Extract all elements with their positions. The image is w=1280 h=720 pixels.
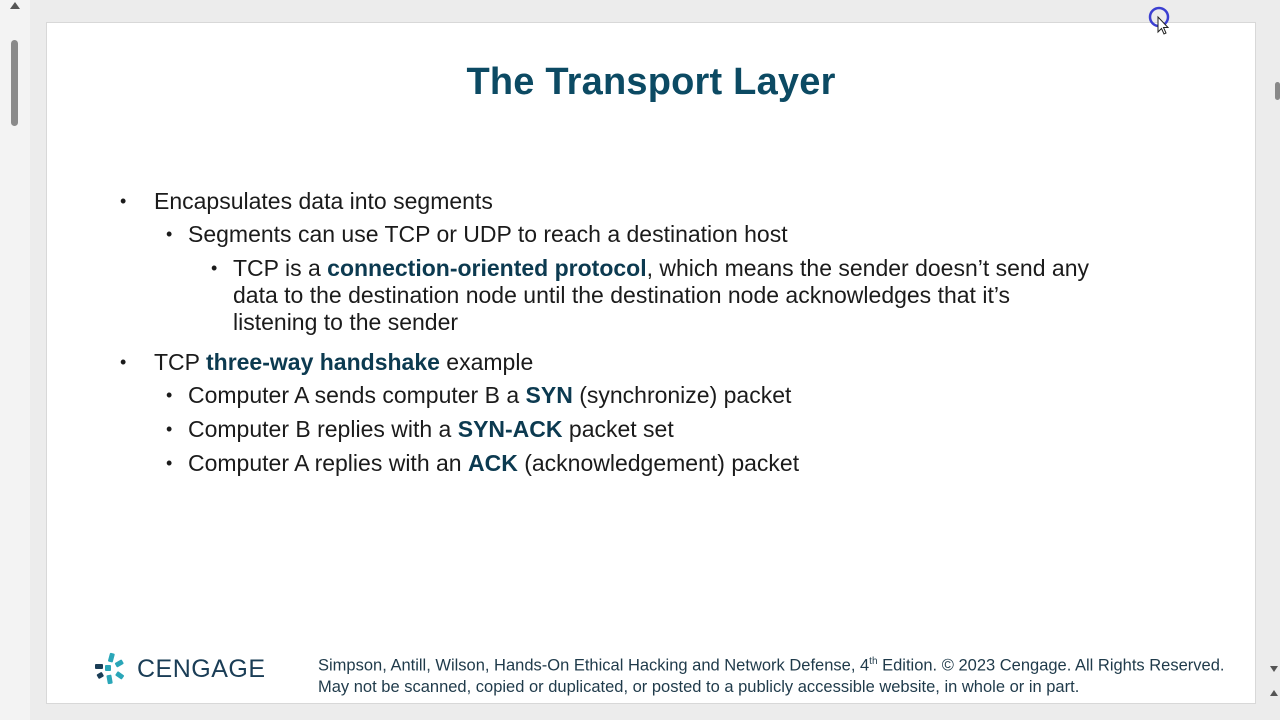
bullet-segments — [166, 221, 788, 248]
bullet-encapsulates — [120, 188, 493, 215]
bullet-glyph: • — [120, 352, 127, 372]
bullet-text: Encapsulates data into segments — [154, 188, 493, 214]
scrollbar-thumb[interactable] — [11, 40, 18, 126]
text-run: TCP is a — [233, 255, 328, 281]
bullet-line-1 — [233, 255, 1193, 282]
bold-term: connection-oriented protocol — [327, 255, 647, 281]
bold-term: ACK — [467, 450, 518, 476]
slide-canvas — [46, 22, 1256, 704]
bold-term: SYN — [525, 382, 573, 408]
bullet-glyph: • — [166, 453, 173, 473]
mouse-pointer-icon — [1146, 5, 1170, 35]
scroll-down-arrow-icon[interactable] — [1270, 666, 1278, 672]
bullet-syn-ack — [166, 416, 674, 443]
scroll-up-arrow-icon[interactable] — [10, 2, 20, 9]
bullet-glyph: • — [166, 419, 173, 439]
text-run: Computer A replies with an — [188, 450, 468, 476]
bullet-line-2: data to the destination node until the destination node acknowledges that it’s — [233, 282, 1011, 308]
text-run: packet set — [562, 416, 674, 442]
copyright-notice — [318, 651, 1228, 698]
cengage-logo-icon — [93, 651, 129, 687]
bullet-line-3: listening to the sender — [233, 309, 459, 335]
text-run: (synchronize) packet — [572, 382, 792, 408]
bullet-text: Segments can use TCP or UDP to reach a destination host — [188, 221, 788, 247]
text-run: (acknowledgement) packet — [517, 450, 800, 476]
bullet-glyph: • — [166, 224, 173, 244]
text-run: , which means the sender doesn’t send any — [646, 255, 1089, 281]
scroll-up-arrow-icon-bottom[interactable] — [1270, 690, 1278, 696]
left-scrollbar[interactable] — [0, 0, 30, 720]
bold-term: three-way handshake — [205, 349, 440, 375]
slide-title: The Transport Layer — [466, 61, 836, 103]
bullet-glyph: • — [166, 385, 173, 405]
bold-term: SYN-ACK — [457, 416, 563, 442]
text-run: TCP — [154, 349, 206, 375]
right-scrollbar-thumb[interactable] — [1275, 82, 1280, 100]
text-run: example — [439, 349, 534, 375]
text-run: Computer B replies with a — [188, 416, 458, 442]
bullet-three-way-handshake — [120, 349, 534, 376]
bullet-glyph: • — [120, 191, 127, 211]
bullet-syn — [166, 382, 792, 409]
copyright-text: Simpson, Antill, Wilson, Hands-On Ethical Hacking and Network Defense, 4 — [318, 656, 870, 675]
bullet-tcp-connection-oriented — [211, 255, 1193, 336]
copyright-superscript: th — [869, 656, 878, 667]
text-run: Computer A sends computer B a — [188, 382, 526, 408]
cengage-logo — [93, 651, 266, 687]
right-scrollbar[interactable] — [1256, 0, 1280, 720]
bullet-ack — [166, 450, 800, 477]
copyright-text: Edition. © 2023 Cengage. All Rights Reserved. May not be scanned, copied or duplicated, or posted to a publicly accessible website, in whole or in part. — [318, 656, 1225, 696]
bullet-glyph: • — [211, 258, 218, 278]
logo-wordmark: CENGAGE — [137, 654, 266, 683]
